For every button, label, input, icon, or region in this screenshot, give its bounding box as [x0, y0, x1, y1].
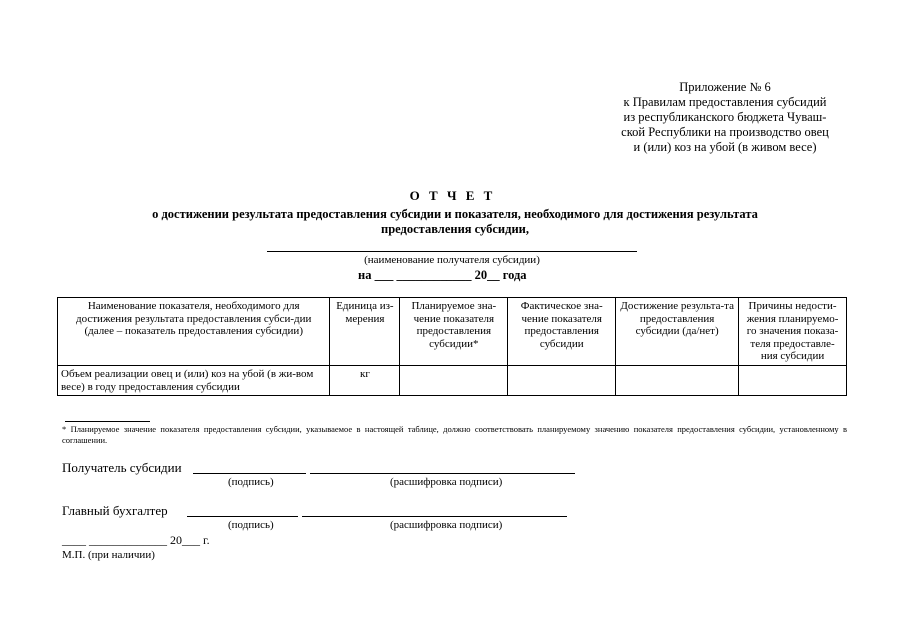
recipient-signature-label: Получатель субсидии [62, 460, 182, 475]
accountant-signature-label: Главный бухгалтер [62, 503, 168, 518]
signature-caption: (подпись) [228, 476, 274, 488]
table-cell-input[interactable] [739, 366, 847, 396]
report-subtitle-line1: о достижении результата предоставления субсидии и показателя, необходимого для достижения результата [152, 207, 758, 221]
table-header-cell: Наименование показателя, необходимого для достижения результата предоставления субси-дии (далее – показатель предоставления субсидии) [58, 298, 330, 366]
recipient-caption: (наименование получателя субсидии) [364, 254, 540, 266]
recipient-signature-field[interactable] [193, 473, 306, 474]
decode-caption: (расшифровка подписи) [390, 519, 503, 531]
report-date-line: на ___ ____________ 20__ года [358, 268, 527, 282]
appendix-line: и (или) коз на убой (в живом весе) [633, 140, 817, 154]
appendix-line: из республиканского бюджета Чуваш- [623, 110, 827, 124]
accountant-decode-field[interactable] [302, 516, 567, 517]
table-header-cell: Планируемое зна-чение показателя предоставления субсидии* [400, 298, 508, 366]
accountant-signature-field[interactable] [187, 516, 298, 517]
appendix-line: Приложение № 6 [679, 80, 771, 94]
table-header-cell: Достижение результа-та предоставления субсидии (да/нет) [616, 298, 739, 366]
signature-caption: (подпись) [228, 519, 274, 531]
table-cell-input[interactable] [508, 366, 616, 396]
signature-date-line: ____ _____________ 20___ г. [62, 533, 210, 547]
table-header-row [58, 298, 847, 366]
table-header-cell: Причины недости-жения планируемо-го значения показа-теля предоставле-ния субсидии [739, 298, 847, 366]
decode-caption: (расшифровка подписи) [390, 476, 503, 488]
footnote-divider [65, 421, 150, 422]
appendix-line: ской Республики на производство овец [621, 125, 829, 139]
table-cell-input[interactable] [400, 366, 508, 396]
table-row [58, 366, 847, 396]
table-cell: Объем реализации овец и (или) коз на убой (в жи-вом весе) в году предоставления субсидии [58, 366, 330, 396]
table-header-cell: Фактическое зна-чение показателя предоставления субсидии [508, 298, 616, 366]
footnote-text: * Планируемое значение показателя предоставления субсидии, указываемое в настоящей таблице, должно соответствовать планируемому значению показателя предоставления субсидии, установленному в соглашении. [62, 424, 847, 445]
appendix-line: к Правилам предоставления субсидий [623, 95, 827, 109]
table-cell-input[interactable] [616, 366, 739, 396]
table-cell: кг [330, 366, 400, 396]
report-table [57, 297, 847, 396]
appendix-reference [560, 80, 890, 155]
stamp-note: М.П. (при наличии) [62, 549, 155, 561]
recipient-decode-field[interactable] [310, 473, 575, 474]
recipient-name-field[interactable] [267, 251, 637, 252]
report-title: О Т Ч Е Т [409, 188, 496, 203]
report-subtitle [95, 207, 815, 237]
table-header-cell: Единица из-мерения [330, 298, 400, 366]
report-subtitle-line2: предоставления субсидии, [381, 222, 529, 236]
